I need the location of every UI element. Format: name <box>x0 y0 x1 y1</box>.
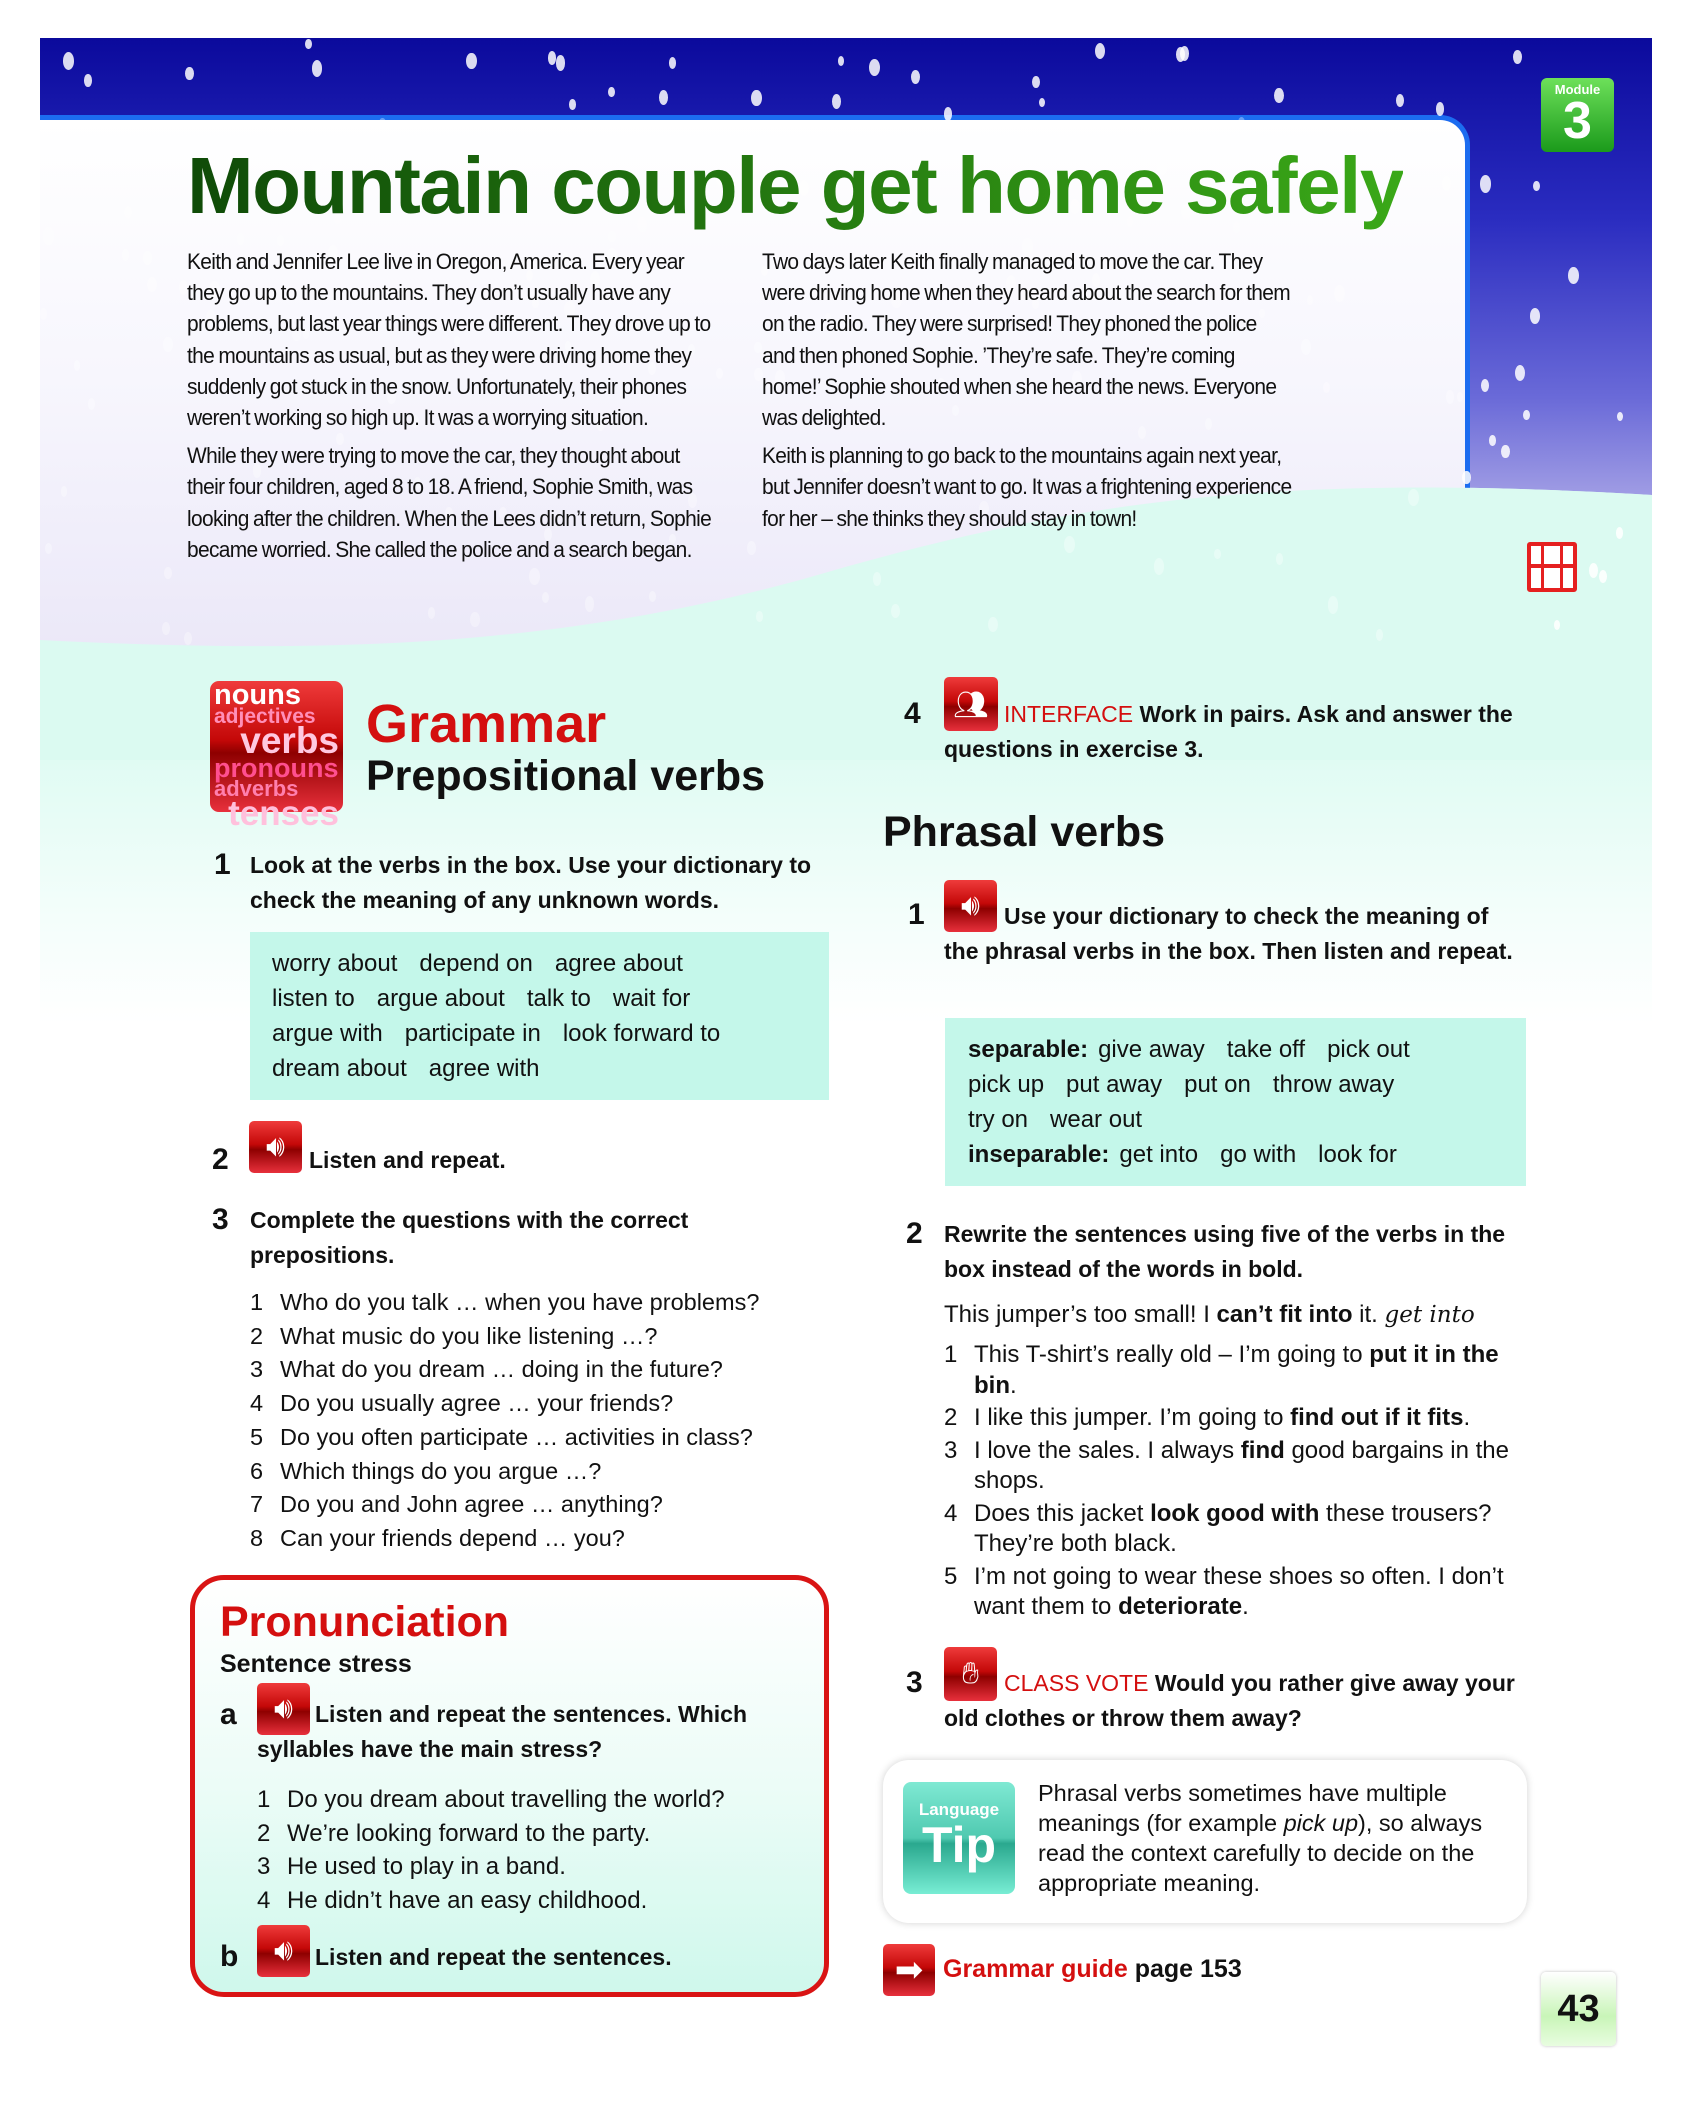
sentences-list <box>257 1783 817 1918</box>
item-text: Do you usually agree … your friends? <box>280 1390 674 1417</box>
snowflake <box>556 55 566 70</box>
audio-speaker-icon[interactable]: 🔊︎ <box>944 880 997 932</box>
class-vote-tag: CLASS VOTE <box>1004 1670 1149 1696</box>
snowflake <box>1396 94 1404 107</box>
snowflake <box>162 622 170 635</box>
item-text: Do you dream about travelling the world? <box>287 1786 725 1813</box>
page-number: 43 <box>1541 1972 1616 2046</box>
snowflake <box>1446 390 1454 403</box>
snowflake <box>88 398 96 410</box>
audio-speaker-icon[interactable]: 🔊︎ <box>257 1925 310 1977</box>
snowflake <box>1589 563 1598 578</box>
item-text: What do you dream … doing in the future? <box>280 1356 723 1383</box>
raised-hand-icon: ✋︎ <box>944 1647 997 1701</box>
snowflake <box>659 90 668 104</box>
verb-item: depend on <box>419 950 533 977</box>
item-text-part: I’m not going to wear these shoes so often. I don’t want them to <box>974 1562 1504 1620</box>
item-number: 2 <box>250 1322 264 1349</box>
phrasal-verb-item: look for <box>1318 1141 1397 1168</box>
example-text: This jumper’s too small! I <box>944 1301 1217 1328</box>
snowflake <box>61 486 68 497</box>
item-number: 3 <box>257 1853 271 1881</box>
question-item <box>250 1387 840 1421</box>
rewrite-item <box>944 1562 1529 1623</box>
tip-icon-main: Tip <box>921 1817 997 1873</box>
item-bold-phrase: deteriorate <box>1118 1593 1243 1620</box>
item-number: 1 <box>944 1341 958 1368</box>
question-item <box>250 1455 840 1489</box>
item-number: 4 <box>944 1499 958 1527</box>
phrasal-verb-item: give away <box>1098 1036 1205 1063</box>
verb-item: listen to <box>272 985 355 1012</box>
article-column-right <box>762 246 1292 541</box>
snowflake <box>1095 43 1105 60</box>
sentence-item <box>257 1884 817 1918</box>
item-text-part: . <box>1242 1593 1249 1620</box>
grammar-guide-link[interactable] <box>943 1955 1242 1984</box>
verb-item: argue about <box>376 985 505 1012</box>
snowflake <box>1533 181 1539 191</box>
questions-list <box>250 1286 840 1556</box>
phrasal-verb-item: try on <box>968 1106 1029 1133</box>
snowflake <box>150 150 156 160</box>
arrow-right-icon[interactable]: ➡︎ <box>883 1944 935 1996</box>
snowflake <box>1616 527 1624 539</box>
phrasal-verb-item: pick up <box>968 1071 1045 1098</box>
snowflake <box>1334 285 1345 302</box>
snowflake <box>379 118 385 128</box>
snowflake <box>747 541 755 555</box>
snowflake <box>832 94 841 109</box>
snowflake <box>542 592 549 604</box>
item-number: 4 <box>257 1887 271 1915</box>
icon-word: nouns <box>214 679 301 711</box>
item-text-part: . <box>1010 1371 1017 1399</box>
snowflake <box>124 206 132 220</box>
snowflake <box>1457 392 1463 402</box>
phrasal-verb-item: go with <box>1220 1141 1297 1168</box>
verb-item: dream about <box>272 1055 407 1082</box>
item-number: 8 <box>250 1524 264 1551</box>
verb-item: worry about <box>272 950 398 977</box>
question-item <box>250 1488 840 1522</box>
interface-tag: INTERFACE <box>1004 701 1134 727</box>
rewrite-item <box>944 1436 1529 1497</box>
item-text: He didn’t have an easy childhood. <box>287 1887 648 1915</box>
item-text-part: these trousers? They’re both black. <box>974 1499 1492 1557</box>
item-number: 6 <box>250 1457 264 1484</box>
item-text: We’re looking forward to the party. <box>287 1819 651 1847</box>
grammar-subheading: Prepositional verbs <box>366 752 766 800</box>
snowflake <box>1489 435 1496 446</box>
example-answer-handwritten: get into <box>1384 1302 1475 1328</box>
tip-text-part: ), so always read the context carefully to decide on the appropriate meaning. <box>1038 1810 1483 1896</box>
snowflake <box>1000 124 1011 141</box>
sentence-item <box>257 1850 817 1884</box>
item-number: 4 <box>250 1390 264 1417</box>
example-bold: can’t fit into <box>1216 1301 1353 1328</box>
question-item <box>250 1286 840 1320</box>
phrasal-verb-item: get into <box>1119 1141 1199 1168</box>
snowflake <box>1276 553 1283 565</box>
snowflake <box>1032 76 1040 88</box>
pair-work-icon: 👥︎ <box>944 677 998 731</box>
exercise-number: 4 <box>904 697 921 730</box>
snowflake <box>669 57 676 68</box>
snowflake <box>944 107 952 121</box>
snowflake <box>988 617 998 632</box>
phrasal-verbs-heading: Phrasal verbs <box>883 808 1166 856</box>
question-item <box>250 1353 840 1387</box>
item-number: 1 <box>257 1786 271 1813</box>
snowflake <box>608 87 614 97</box>
snowflake <box>428 607 435 619</box>
exercise-instruction <box>944 1666 1524 1736</box>
snowflake <box>911 70 920 85</box>
audio-speaker-icon[interactable]: 🔊︎ <box>249 1121 302 1173</box>
item-text-part: . <box>1463 1404 1471 1431</box>
item-number: 2 <box>257 1819 271 1847</box>
sentence-item <box>257 1817 817 1851</box>
snowflake <box>569 99 576 110</box>
audio-speaker-icon[interactable]: 🔊︎ <box>257 1683 310 1735</box>
snowflake <box>838 56 844 66</box>
verb-item: agree about <box>554 950 683 977</box>
phrasal-verb-item: pick out <box>1327 1036 1410 1063</box>
item-text <box>974 1403 1470 1434</box>
item-text <box>974 1340 1529 1401</box>
snowflake <box>1568 267 1578 284</box>
exercise-number: 2 <box>212 1143 229 1176</box>
snowflake <box>649 591 656 602</box>
snowflake <box>1480 175 1491 192</box>
phrasal-verb-item: put away <box>1066 1071 1163 1098</box>
pronunciation-box <box>190 1575 829 1997</box>
article-title: Mountain couple get home safely <box>187 141 1403 230</box>
item-number: 3 <box>250 1356 264 1383</box>
module-badge <box>1541 78 1614 152</box>
rewrite-items-list <box>944 1340 1529 1625</box>
snowflake <box>1214 549 1221 560</box>
exercise-instruction: Look at the verbs in the box. Use your dictionary to check the meaning of any unknown words. <box>250 852 812 913</box>
snowflake <box>608 231 615 243</box>
snowflake <box>147 277 157 293</box>
instruction-text: Work in pairs. Ask and answer the questions in exercise 3. <box>944 701 1513 762</box>
verbs-box <box>250 932 829 1100</box>
snowflake <box>122 249 129 261</box>
snowflake <box>63 52 74 70</box>
phrasal-verbs-box <box>945 1018 1526 1186</box>
snowflake <box>1408 489 1419 507</box>
exercise-instruction <box>944 697 1524 767</box>
exercise-instruction: Use your dictionary to check the meaning of the phrasal verbs in the box. Then listen and repeat. <box>944 903 1513 964</box>
snowflake <box>1176 47 1185 62</box>
exercise-instruction: Listen and repeat the sentences. <box>315 1944 672 1970</box>
snowflake <box>1513 50 1522 64</box>
snowflake <box>585 596 595 612</box>
question-item <box>250 1320 840 1354</box>
snowflake <box>1154 558 1165 575</box>
exercise-number: 3 <box>906 1666 923 1699</box>
snowflake <box>143 251 151 265</box>
grammar-heading: Grammar <box>366 694 607 754</box>
snowflake <box>1238 117 1245 128</box>
snowflake <box>1530 308 1540 324</box>
verb-item: look forward to <box>562 1020 721 1047</box>
phrasal-verb-item: take off <box>1226 1036 1306 1063</box>
snowflake <box>891 604 900 618</box>
item-text: He used to play in a band. <box>287 1853 566 1881</box>
tip-text-part: Phrasal verbs sometimes have multiple meanings (for example <box>1038 1780 1447 1836</box>
item-text <box>974 1499 1529 1560</box>
snowflake <box>1442 176 1451 191</box>
grammar-words-icon <box>210 679 343 833</box>
pronunciation-subheading: Sentence stress <box>220 1650 412 1678</box>
snowflake <box>466 53 476 70</box>
rewrite-item <box>944 1499 1529 1560</box>
item-text-part: I like this jumper. I’m going to <box>974 1404 1291 1431</box>
item-bold-phrase: look good with <box>1150 1499 1320 1527</box>
exercise-instruction: Listen and repeat the sentences. Which syllables have the main stress? <box>257 1701 747 1762</box>
tip-text-italic: pick up <box>1283 1810 1359 1836</box>
item-bold-phrase: put it in the bin <box>974 1341 1499 1399</box>
item-text-part: good bargains in the shops. <box>974 1436 1509 1494</box>
snowflake <box>237 233 244 245</box>
article-paragraph: Two days later Keith finally managed to move the car. They were driving home when they heard about the search for them on the radio. They were surprised! They phoned the police and then phoned Sophie. ’They’re safe. They’re coming home!’ Sophie shouted when she heard the news. Everyone was delighted. <box>762 249 1291 431</box>
icon-word: tenses <box>228 793 339 833</box>
grammar-guide-label[interactable]: Grammar guide <box>943 1955 1128 1983</box>
snowflake <box>756 611 763 622</box>
item-number: 2 <box>944 1404 958 1431</box>
snowflake <box>1436 102 1444 115</box>
tip-text <box>1038 1778 1508 1898</box>
item-text: What music do you like listening …? <box>280 1322 658 1349</box>
article-paragraph: While they were trying to move the car, they thought about their four children, aged 8 to 18. A friend, Sophie Smith, was looking after the children. When the Lees didn’t return, Sophie became worried. She called the police and a search began. <box>187 443 712 562</box>
snowflake <box>84 74 92 86</box>
question-item <box>250 1421 840 1455</box>
snowflake <box>163 337 172 352</box>
item-text: Do you often participate … activities in class? <box>280 1423 753 1450</box>
category-label: inseparable: <box>968 1141 1110 1168</box>
verb-item: wait for <box>612 985 691 1012</box>
rewrite-item <box>944 1340 1529 1401</box>
verb-item: agree with <box>428 1055 540 1082</box>
snowflake <box>40 308 47 320</box>
category-label: separable: <box>968 1036 1089 1063</box>
snowflake <box>277 235 284 246</box>
snowflake <box>312 60 322 76</box>
article-column-left <box>187 246 717 572</box>
item-text: Do you and John agree … anything? <box>280 1491 663 1518</box>
rewrite-item <box>944 1403 1529 1434</box>
snowflake <box>470 612 480 627</box>
item-number: 7 <box>250 1491 264 1518</box>
snowflake <box>1323 382 1330 393</box>
snowflake <box>754 342 761 354</box>
snowflake <box>1039 98 1045 108</box>
module-label: Module <box>1554 82 1601 97</box>
item-text: Which things do you argue …? <box>280 1457 602 1484</box>
snowflake <box>548 51 557 65</box>
snowflake <box>305 39 312 50</box>
item-number: 1 <box>250 1289 264 1315</box>
snowflake <box>1617 412 1623 422</box>
article-paragraph: Keith and Jennifer Lee live in Oregon, America. Every year they go up to the mountains. They don’t usually have any problems, but last year things were different. They drove up to the mountains as usual, but as they were driving home they suddenly got stuck in the snow. Unfortunately, their phones weren’t working so high up. It was a worrying situation. <box>187 249 711 431</box>
item-text <box>974 1436 1529 1497</box>
snowflake <box>1328 596 1339 613</box>
item-text-part: Does this jacket <box>974 1499 1151 1527</box>
item-text <box>974 1562 1529 1623</box>
snowflake <box>1515 365 1525 381</box>
pronunciation-heading: Pronunciation <box>220 1598 510 1646</box>
item-text: Can your friends depend … you? <box>280 1524 625 1551</box>
icon-word: adjectives <box>214 704 316 728</box>
exercise-letter: a <box>220 1698 237 1731</box>
item-bold-phrase: find <box>1240 1436 1285 1464</box>
snowflake <box>185 67 193 80</box>
snowflake <box>164 567 172 579</box>
module-number: 3 <box>1563 92 1592 150</box>
snowflake <box>1501 445 1509 459</box>
verb-item: argue with <box>272 1020 383 1047</box>
item-number: 5 <box>944 1562 958 1590</box>
snowflake <box>1307 295 1313 305</box>
language-tip-box <box>883 1760 1527 1923</box>
snowflake <box>1301 339 1311 355</box>
snowflake <box>1481 379 1489 392</box>
grammar-guide-page: page 153 <box>1134 1955 1242 1983</box>
item-text-part: I love the sales. I always <box>974 1436 1241 1464</box>
snowflake <box>1599 570 1607 583</box>
item-number: 3 <box>944 1436 958 1464</box>
exercise-number: 3 <box>212 1203 229 1236</box>
language-tip-icon <box>903 1782 1015 1894</box>
icon-word: adverbs <box>214 775 299 801</box>
snowflake <box>1274 88 1284 103</box>
exercise-instruction: Complete the questions with the correct prepositions. <box>250 1207 689 1268</box>
film-video-icon[interactable] <box>1527 542 1577 592</box>
phrasal-verb-item: wear out <box>1050 1106 1143 1133</box>
item-bold-phrase: find out if it fits <box>1290 1404 1464 1431</box>
example-sentence <box>944 1298 1475 1332</box>
phrasal-verb-item: put on <box>1184 1071 1251 1098</box>
verb-item: talk to <box>526 985 591 1012</box>
instruction-text: Would you rather give away your old clothes or throw them away? <box>944 1670 1515 1731</box>
exercise-number: 1 <box>214 848 231 881</box>
snowflake <box>1523 410 1530 421</box>
article-paragraph: Keith is planning to go back to the mountains again next year, but Jennifer doesn’t want to go. It was a frightening experience for her – she thinks they should stay in town! <box>762 443 1292 531</box>
icon-word: pronouns <box>214 752 339 783</box>
exercise-letter: b <box>220 1940 239 1973</box>
phrasal-verb-item: throw away <box>1272 1071 1395 1098</box>
snowflake <box>873 572 881 585</box>
exercise-instruction: Rewrite the sentences using five of the verbs in the box instead of the words in bold. <box>944 1221 1506 1282</box>
icon-word: verbs <box>240 720 339 762</box>
snowflake <box>1462 471 1470 484</box>
exercise-number: 1 <box>908 898 925 931</box>
item-text: Who do you talk … when you have problems? <box>280 1289 760 1315</box>
item-number: 5 <box>250 1423 264 1450</box>
snowflake <box>45 543 52 554</box>
snowflake <box>1554 620 1560 630</box>
snowflake <box>751 90 761 107</box>
question-item <box>250 1522 840 1556</box>
verb-item: participate in <box>404 1020 541 1047</box>
item-text-part: This T-shirt’s really old – I’m going to <box>974 1341 1370 1368</box>
snowflake <box>869 59 880 76</box>
example-text: it. <box>1352 1301 1378 1328</box>
exercise-instruction: Listen and repeat. <box>309 1147 506 1173</box>
tip-icon-label: Language <box>918 1800 1000 1819</box>
sentence-item <box>257 1783 817 1817</box>
exercise-number: 2 <box>906 1217 923 1250</box>
snowflake <box>43 227 54 244</box>
snowflake <box>74 360 80 370</box>
